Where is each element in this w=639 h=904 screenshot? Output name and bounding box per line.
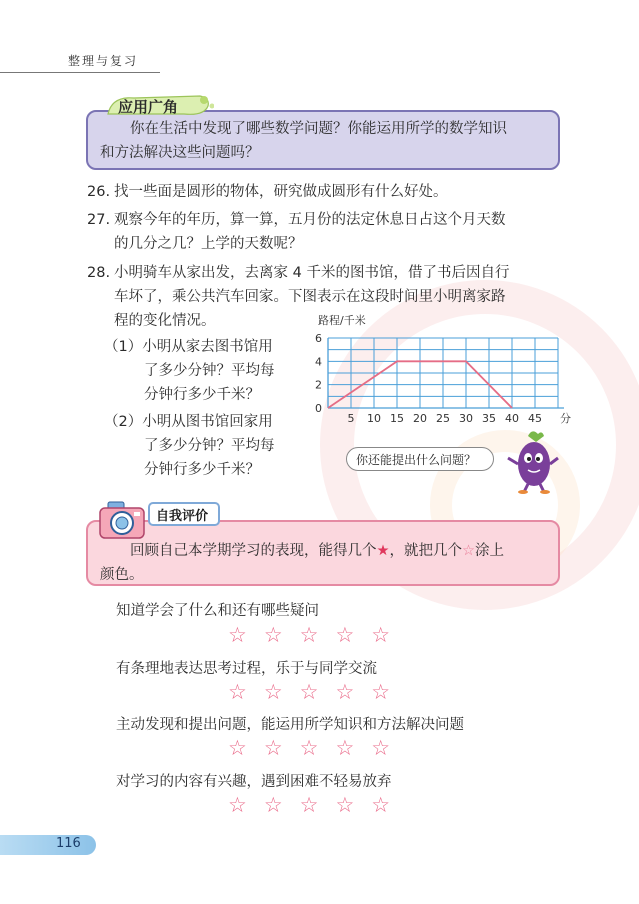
question-2-line-3: 分钟行多少千米？: [144, 462, 260, 478]
self-eval-intro-part-2: ，就把几个: [389, 543, 462, 559]
apply-text-line-2: 和方法解决这些问题吗？: [100, 145, 260, 161]
eggplant-mascot-icon: [502, 428, 562, 494]
self-eval-intro-line-2: 颜色。: [100, 567, 144, 583]
problem-27-line-1: 观察今年的年历，算一算，五月份的法定休息日占这个月天数: [114, 212, 506, 228]
problem-28-line-2: 车坏了，乘公共汽车回家。下图表示在这段时间里小明离家路: [114, 289, 506, 305]
camera-icon: [98, 500, 146, 542]
question-2-line-1: （2）小明从图书馆回家用: [104, 414, 273, 430]
question-1-line-1: （1）小明从家去图书馆用: [104, 339, 273, 355]
chart-y-tick-label: 6: [315, 332, 322, 345]
chart-x-tick-label: 35: [482, 412, 496, 425]
distance-time-chart: [290, 312, 580, 430]
page-number-bar: [0, 835, 96, 855]
self-eval-title: 自我评价: [156, 509, 209, 524]
chart-y-axis-label: 路程/千米: [318, 314, 366, 327]
solid-star-icon: ★: [376, 543, 390, 559]
self-eval-intro-part-3: 涂上: [475, 543, 504, 559]
chart-x-tick-label: 20: [413, 412, 427, 425]
problem-27-line-2: 的几分之几？上学的天数呢？: [114, 236, 303, 252]
chart-y-tick-label: 4: [315, 355, 322, 369]
eval-item-3-stars[interactable]: ☆☆☆☆☆: [228, 736, 408, 760]
chart-x-tick-label: 40: [505, 412, 519, 425]
problem-28-line-1: 小明骑车从家出发，去离家 4 千米的图书馆，借了书后因自行: [114, 265, 510, 281]
page-number: 116: [56, 836, 81, 851]
eval-item-1-label: 知道学会了什么和还有哪些疑问: [116, 603, 319, 619]
eval-item-2-stars[interactable]: ☆☆☆☆☆: [228, 680, 408, 704]
apply-text-line-1: 你在生活中发现了哪些数学问题？你能运用所学的数学知识: [130, 121, 507, 137]
question-1-line-3: 分钟行多少千米？: [144, 387, 260, 403]
chart-origin-label: 0: [315, 402, 322, 415]
apply-section-title: 应用广角: [118, 98, 179, 116]
chart-x-tick-label: 15: [390, 412, 404, 425]
chart-x-tick-label: 25: [436, 412, 450, 425]
problem-26-number: 26.: [87, 184, 111, 200]
problem-28-line-3: 程的变化情况。: [114, 313, 216, 329]
hollow-star-icon: ☆: [462, 543, 475, 559]
chapter-header: 整理与复习: [68, 54, 139, 68]
chart-x-tick-label: 30: [459, 412, 473, 425]
chart-x-tick-label: 10: [367, 412, 381, 425]
problem-26-text: 找一些面是圆形的物体，研究做成圆形有什么好处。: [114, 184, 448, 200]
chart-x-unit: 分: [560, 412, 571, 425]
self-eval-intro-part-1: 回顾自己本学期学习的表现，能得几个: [130, 543, 377, 559]
problem-27-number: 27.: [87, 212, 111, 228]
chart-y-tick-label: 2: [315, 378, 322, 392]
chart-x-tick-label: 45: [528, 412, 542, 425]
eval-item-4-stars[interactable]: ☆☆☆☆☆: [228, 793, 408, 817]
header-divider: [0, 72, 160, 73]
speech-bubble-text: 你还能提出什么问题？: [356, 453, 477, 467]
question-2-line-2: 了多少分钟？平均每: [144, 438, 275, 454]
problem-28-number: 28.: [87, 265, 111, 281]
chart-x-tick-label: 5: [347, 412, 355, 425]
question-1-line-2: 了多少分钟？平均每: [144, 363, 275, 379]
eval-item-2-label: 有条理地表达思考过程，乐于与同学交流: [116, 661, 377, 677]
eval-item-3-label: 主动发现和提出问题，能运用所学知识和方法解决问题: [116, 717, 464, 733]
eval-item-1-stars[interactable]: ☆☆☆☆☆: [228, 623, 408, 647]
self-eval-intro-line-1: [130, 539, 504, 563]
eval-item-4-label: 对学习的内容有兴趣，遇到困难不轻易放弃: [116, 774, 392, 790]
